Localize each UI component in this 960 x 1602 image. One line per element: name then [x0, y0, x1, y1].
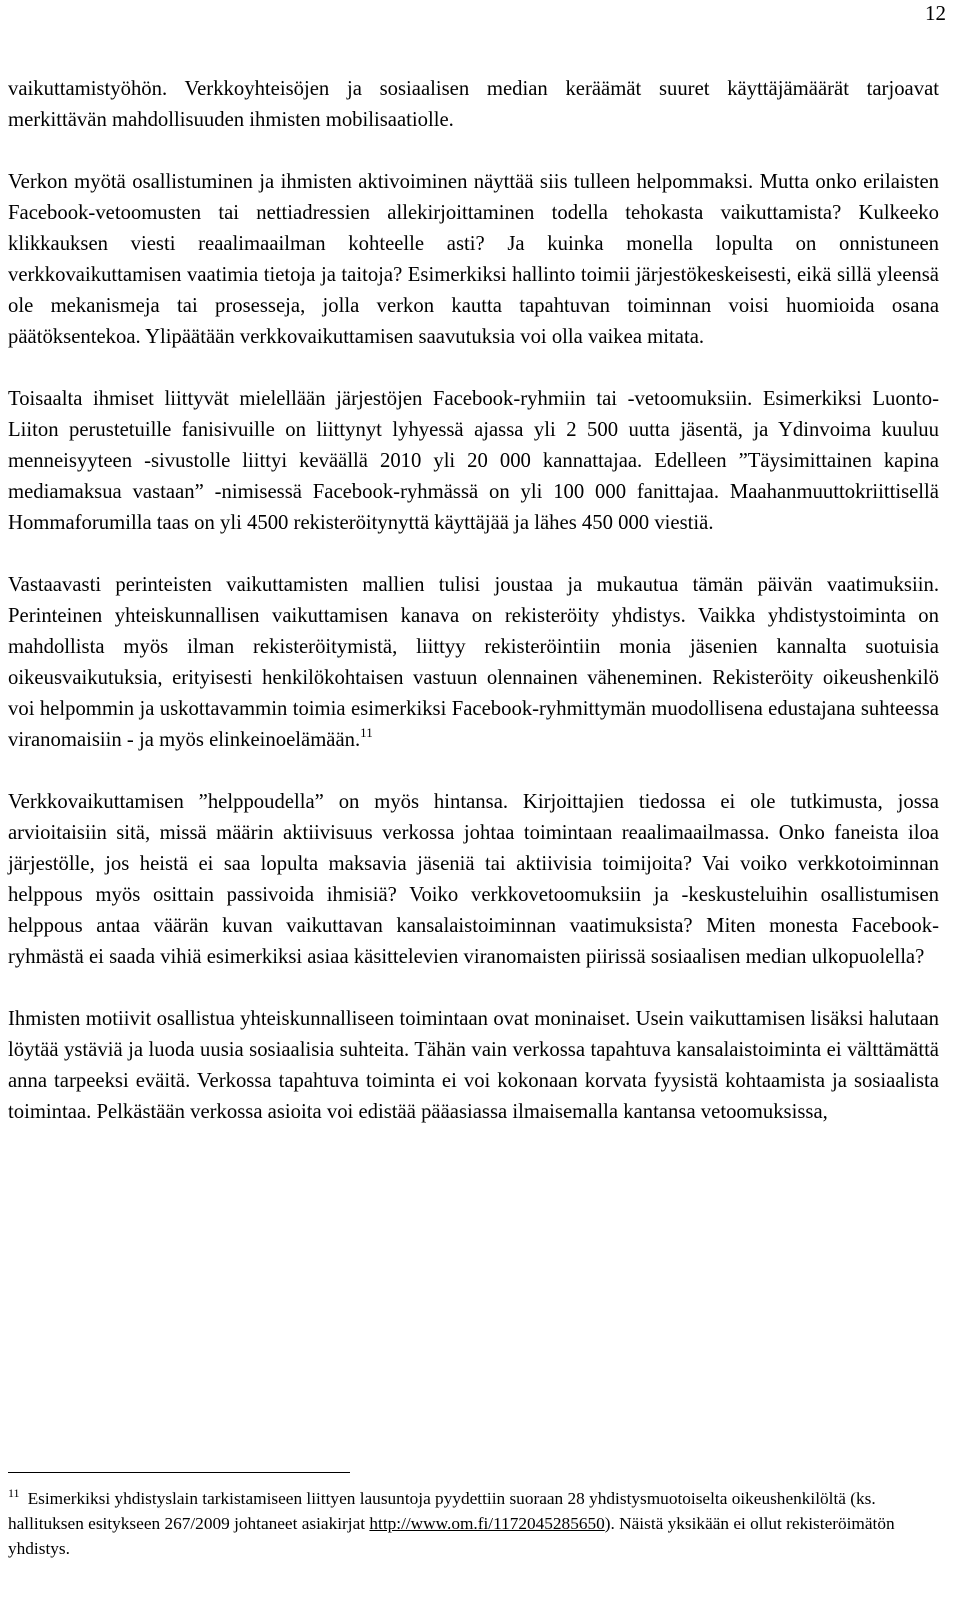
footnote-link[interactable]: http://www.om.fi/1172045285650: [369, 1514, 605, 1533]
footnote-text-end: ). Näistä yksikään ei ollut rekisteröimätön yhdistys.: [8, 1514, 895, 1558]
paragraph-6: Ihmisten motiivit osallistua yhteiskunnalliseen toimintaan ovat moninaiset. Usein vaikuttamisen lisäksi halutaan löytää ystäviä ja luoda uusia sosiaalisia suhteita. Tähän vain verkossa tapahtuva kansalaistoiminta ei välttämättä anna tarpeeksi eväitä. Verkossa tapahtuva toiminta ei voi kokonaan korvata fyysistä kohtaamista ja sosiaalista toimintaa. Pelkästään verkossa asioita voi edistää pääasiassa ilmaisemalla kantansa vetoomuksissa,: [8, 1008, 939, 1123]
paragraph-2: Verkon myötä osallistuminen ja ihmisten aktivoiminen näyttää siis tulleen helpommaksi. Mutta onko erilaisten Facebook-vetoomusten tai nettiadressien allekirjoittaminen todella tehokasta vaikuttamista? Kulkeeko klikkauksen viesti reaalimaailman kohteelle asti? Ja kuinka monella lopulta on onnistuneen verkkovaikuttamisen vaatimia tietoja ja taitoja? Esimerkiksi hallinto toimii järjestökeskeisesti, eikä sillä yleensä ole mekanismeja tai prosesseja, jolla verkon kautta tapahtuvan toiminnan voisi huomioida osana päätöksentekoa. Ylipäätään verkkovaikuttamisen saavutuksia voi olla vaikea mitata.: [8, 171, 939, 348]
footnote-reference[interactable]: 11: [360, 725, 373, 740]
footnote-text: Esimerkiksi yhdistyslain tarkistamiseen liittyen lausuntoja pyydettiin suoraan 28 yhdistysmuotoiselta oikeushenkilöltä (ks. hallituksen esitykseen 267/2009 johtaneet asiakirjat: [8, 1489, 876, 1533]
paragraph-1: vaikuttamistyöhön. Verkkoyhteisöjen ja sosiaalisen median keräämät suuret käyttäjämäärät tarjoavat merkittävän mahdollisuuden ihmisten mobilisaatiolle.: [8, 78, 939, 131]
paragraph-4-text: Vastaavasti perinteisten vaikuttamisten mallien tulisi joustaa ja mukautua tämän päivän vaatimuksiin. Perinteinen yhteiskunnallisen vaikuttamisen kanava on rekisteröity yhdistys. Vaikka yhdistystoiminta on mahdollista myös ilman rekisteröitymistä, liittyy rekisteröintiin monia jäsenien kannalta suotuisia oikeusvaikutuksia, erityisesti henkilökohtaisen vastuun olennainen väheneminen. Rekisteröity oikeushenkilö voi helpommin ja uskottavammin toimia esimerkiksi Facebook-ryhmittymän muodollisena edustajana suhteessa viranomaisiin - ja myös elinkeinoelämään.: [8, 574, 939, 751]
body-text: [8, 74, 939, 1159]
footnote-separator: [8, 1472, 350, 1473]
footnote-number: 11: [8, 1486, 20, 1500]
paragraph-4: [8, 570, 939, 756]
footnote: [8, 1486, 943, 1561]
page-number: 12: [925, 1, 946, 25]
paragraph-5: Verkkovaikuttamisen ”helppoudella” on myös hintansa. Kirjoittajien tiedossa ei ole tutkimusta, jossa arvioitaisiin sitä, missä määrin aktiivisuus verkossa johtaa toimintaan reaalimaailmassa. Onko faneista iloa järjestölle, jos heistä ei saa lopulta maksavia jäseniä tai aktiivisia toimijoita? Vai voiko verkkotoiminnan helppous myös osittain passivoida ihmisiä? Voiko verkkovetoomuksiin ja -keskusteluihin osallistumisen helppous antaa väärän kuvan vaikuttavan kansalaistoiminnan vaatimuksista? Miten monesta Facebook-ryhmästä ei saada vihiä esimerkiksi asiaa käsittelevien viranomaisten piirissä sosiaalisen median ulkopuolella?: [8, 791, 939, 968]
paragraph-3: Toisaalta ihmiset liittyvät mielellään järjestöjen Facebook-ryhmiin tai -vetoomuksiin. Esimerkiksi Luonto-Liiton perustetuille fanisivuille on liittynyt lyhyessä ajassa yli 2 500 uutta jäsentä, ja Ydinvoima kuuluu menneisyyteen -sivustolle liittyi keväällä 2010 yli 20 000 kannattajaa. Edelleen ”Täysimittainen kapina mediamaksua vastaan” -nimisessä Facebook-ryhmässä on yli 100 000 fanittajaa. Maahanmuuttokriittisellä Hommaforumilla taas on yli 4500 rekisteröitynyttä käyttäjää ja lähes 450 000 viestiä.: [8, 388, 939, 534]
